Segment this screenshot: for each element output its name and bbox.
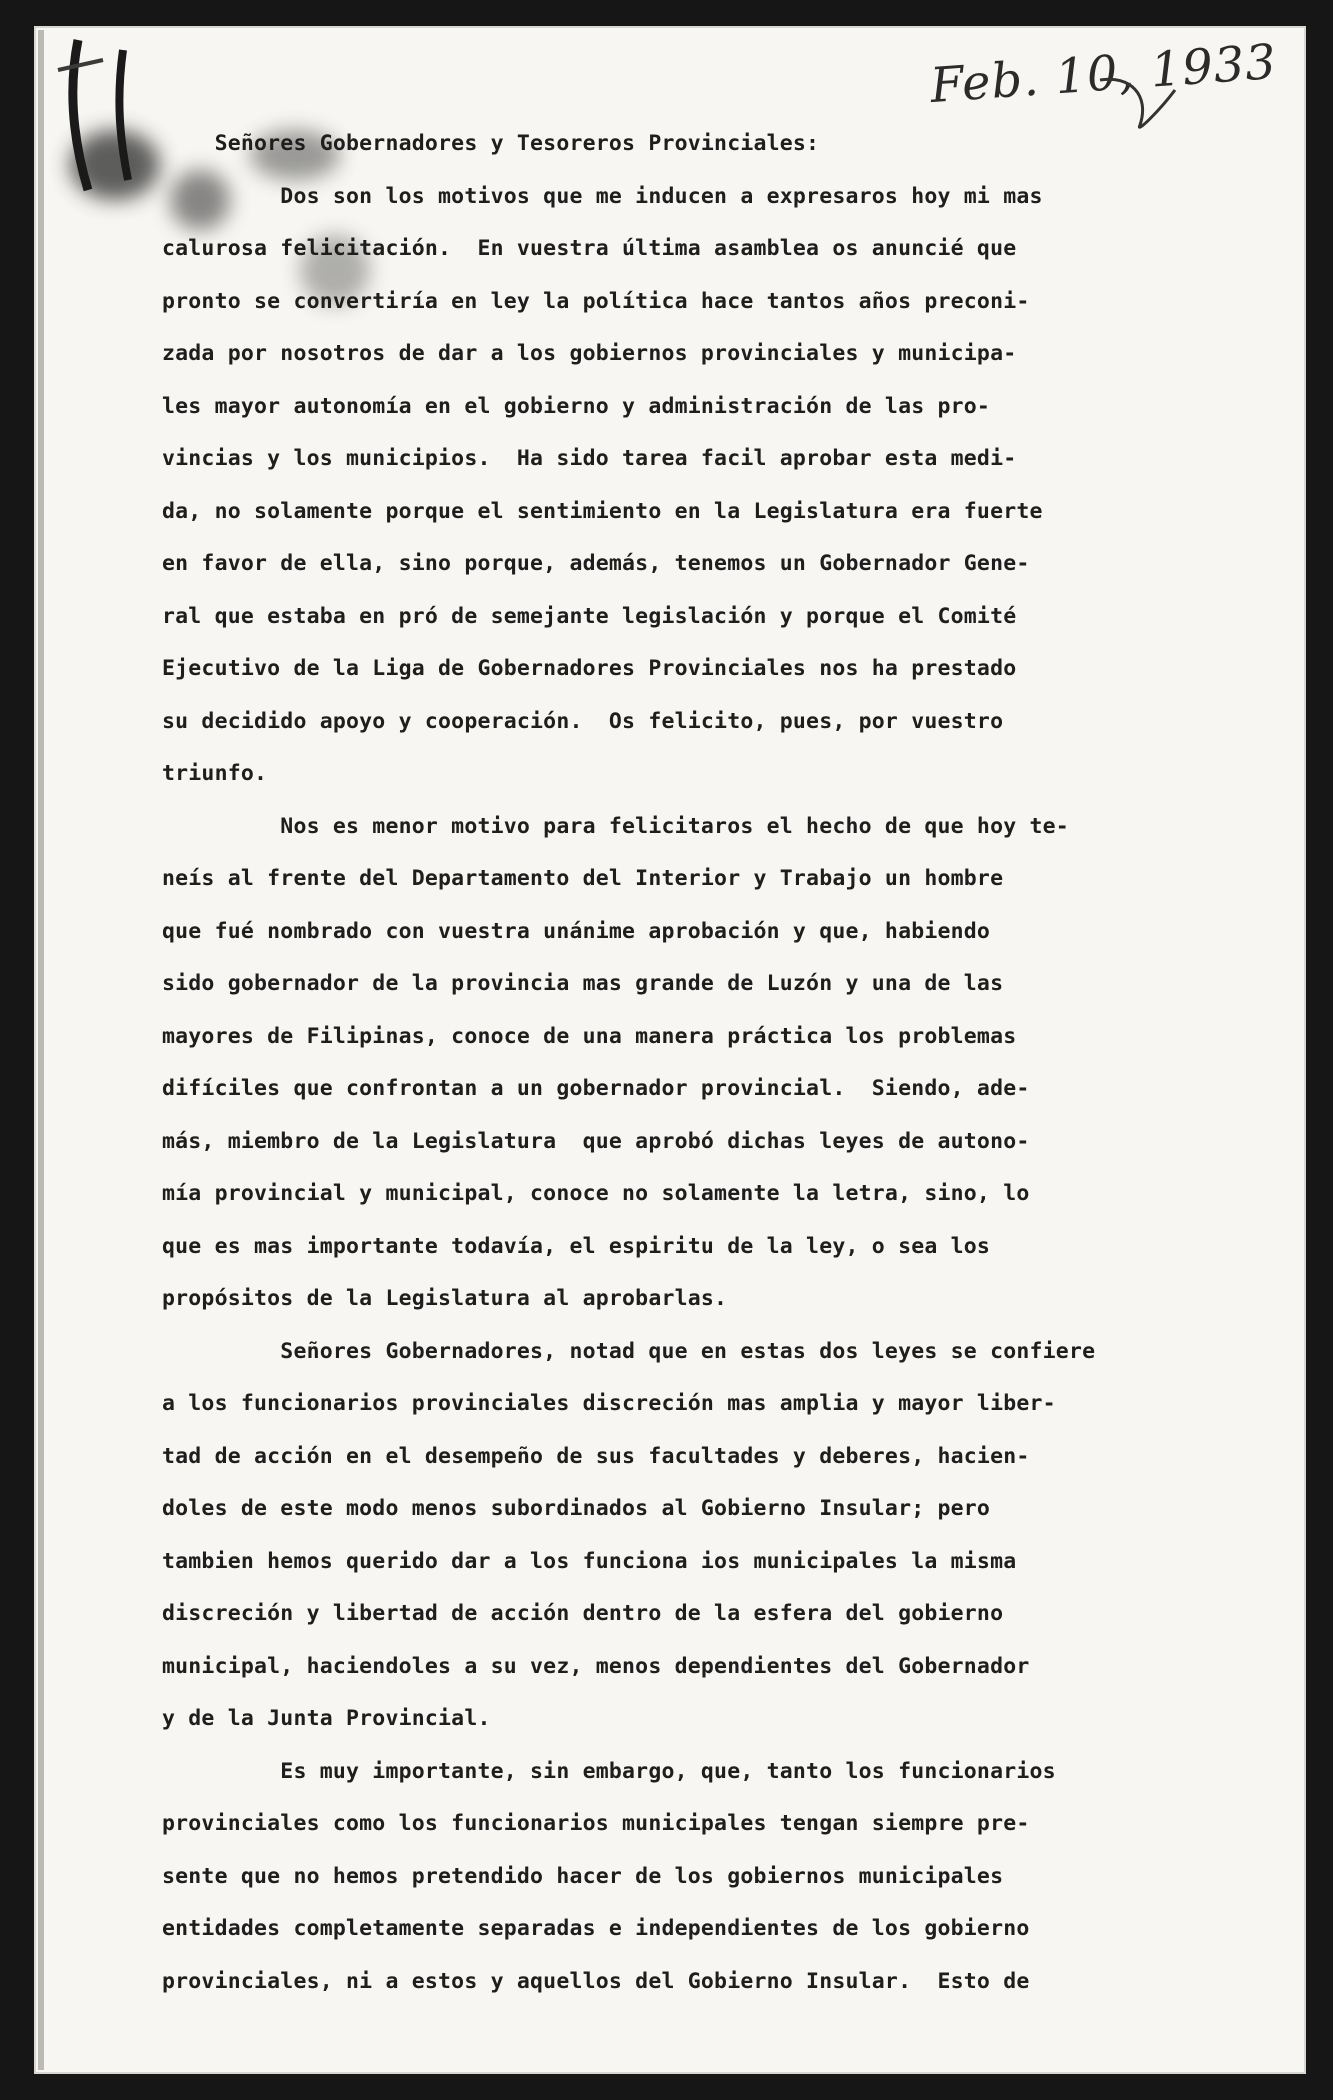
text-line: en favor de ella, sino porque, además, tenemos un Gobernador Gene- <box>162 551 1030 576</box>
text-line: Nos es menor motivo para felicitaros el hecho de que hoy te- <box>162 813 1069 839</box>
text-line: sente que no hemos pretendido hacer de los gobiernos municipales <box>162 1863 1004 1889</box>
text-line: mía provincial y municipal, conoce no solamente la letra, sino, lo <box>162 1181 1030 1206</box>
text-line: vincias y los municipios. Ha sido tarea facil aprobar esta medi- <box>162 446 1017 471</box>
page-edge-shadow <box>38 30 44 2070</box>
text-line: mayores de Filipinas, conoce de una manera práctica los problemas <box>162 1023 1017 1049</box>
text-line: Es muy importante, sin embargo, que, tanto los funcionarios <box>162 1758 1056 1784</box>
typed-letter-body <box>162 118 1242 2008</box>
text-line: que es mas importante todavía, el espiritu de la ley, o sea los <box>162 1233 991 1259</box>
text-line: municipal, haciendoles a su vez, menos dependientes del Gobernador <box>162 1653 1030 1679</box>
text-line: Señores Gobernadores y Tesoreros Provinciales: <box>162 131 820 156</box>
text-line: entidades completamente separadas e independientes de los gobierno <box>162 1916 1030 1941</box>
text-line: a los funcionarios provinciales discreción mas amplia y mayor liber- <box>162 1391 1056 1416</box>
text-line: Señores Gobernadores, notad que en estas dos leyes se confiere <box>162 1338 1096 1364</box>
text-line: calurosa felicitación. En vuestra última asamblea os anuncié que <box>162 236 1017 261</box>
text-line: da, no solamente porque el sentimiento en la Legislatura era fuerte <box>162 498 1043 524</box>
text-line: pronto se convertiría en ley la política hace tantos años preconi- <box>162 288 1030 314</box>
text-line: doles de este modo menos subordinados al Gobierno Insular; pero <box>162 1496 991 1521</box>
text-line: tambien hemos querido dar a los funciona ios municipales la misma <box>162 1548 1017 1574</box>
text-line: difíciles que confrontan a un gobernador provincial. Siendo, ade- <box>162 1076 1030 1101</box>
text-line: sido gobernador de la provincia mas grande de Luzón y una de las <box>162 971 1004 996</box>
text-line: y de la Junta Provincial. <box>162 1706 491 1731</box>
text-line: Ejecutivo de la Liga de Gobernadores Provinciales nos ha prestado <box>162 656 1017 681</box>
text-line: que fué nombrado con vuestra unánime aprobación y que, habiendo <box>162 918 991 944</box>
text-line: les mayor autonomía en el gobierno y administración de las pro- <box>162 393 991 419</box>
text-line: triunfo. <box>162 761 268 786</box>
text-line: zada por nosotros de dar a los gobiernos provinciales y municipa- <box>162 341 1017 366</box>
text-line: propósitos de la Legislatura al aprobarlas. <box>162 1286 728 1311</box>
text-line: provinciales como los funcionarios municipales tengan siempre pre- <box>162 1811 1030 1836</box>
text-line: neís al frente del Departamento del Interior y Trabajo un hombre <box>162 866 1004 891</box>
text-line: provinciales, ni a estos y aquellos del Gobierno Insular. Esto de <box>162 1968 1030 1994</box>
text-line: discreción y libertad de acción dentro de la esfera del gobierno <box>162 1601 1004 1626</box>
staple-mark <box>48 30 168 200</box>
text-line: tad de acción en el desempeño de sus facultades y deberes, hacien- <box>162 1443 1030 1469</box>
handwritten-date: Feb. 10, 1933 <box>928 33 1279 115</box>
text-line: ral que estaba en pró de semejante legislación y porque el Comité <box>162 603 1017 629</box>
text-line: su decidido apoyo y cooperación. Os felicito, pues, por vuestro <box>162 708 1004 734</box>
text-line: más, miembro de la Legislatura que aprobó dichas leyes de autono- <box>162 1128 1030 1154</box>
text-line: Dos son los motivos que me inducen a expresaros hoy mi mas <box>162 183 1043 209</box>
